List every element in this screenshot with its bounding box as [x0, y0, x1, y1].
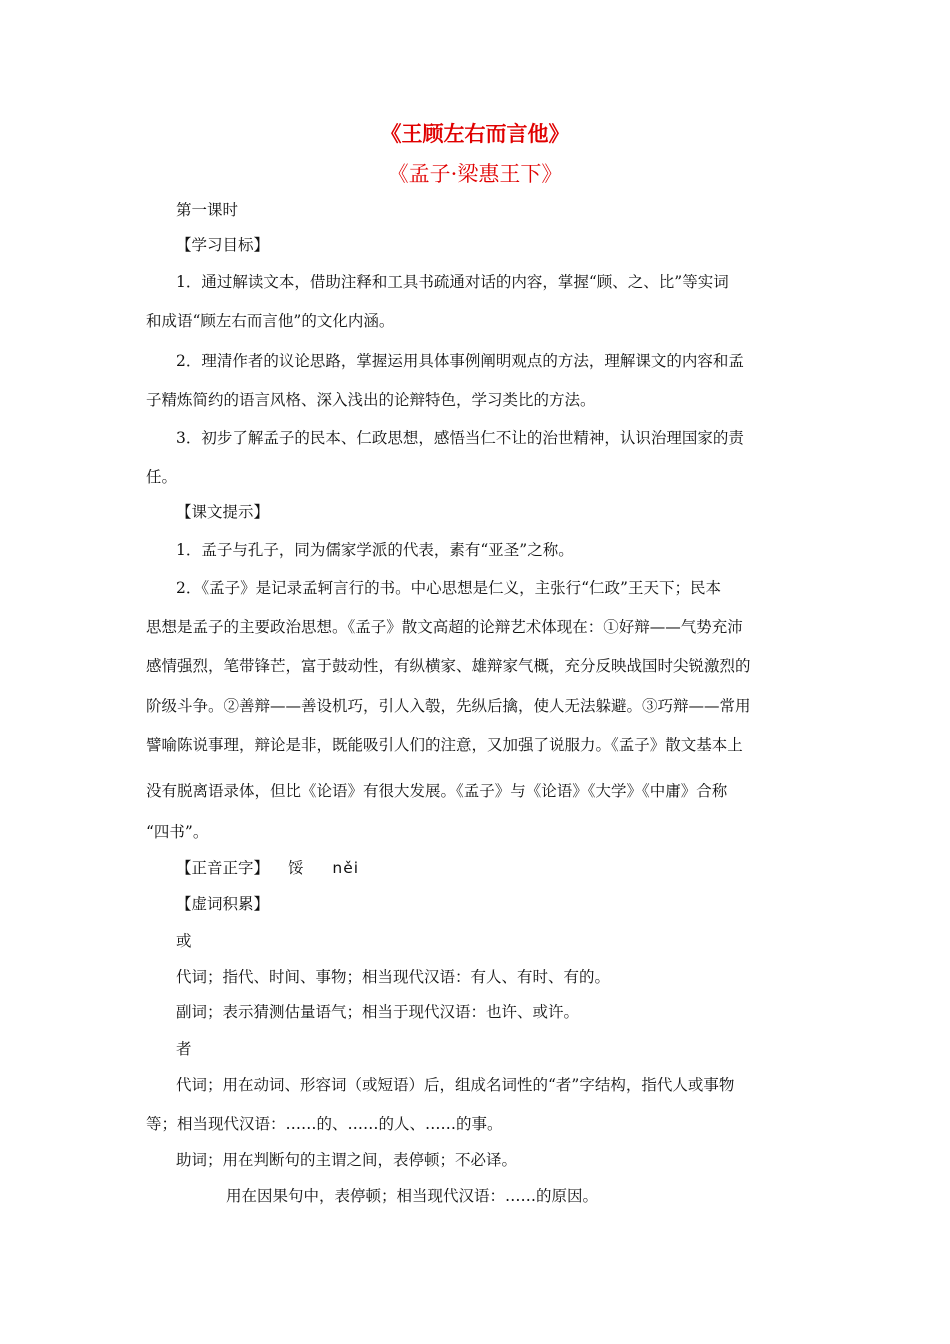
function-words-heading: 【虚词积累】: [176, 895, 270, 913]
tip-2-line-3: 感情强烈，笔带锋芒，富于鼓动性，有纵横家、雄辩家气概，充分反映战国时尖锐激烈的: [146, 657, 751, 675]
tip-2-line-5: 譬喻陈说事理，辩论是非，既能吸引人们的注意，又加强了说服力。《孟子》散文基本上: [146, 736, 743, 754]
tip-1: 1．孟子与孔子，同为儒家学派的代表，素有“亚圣”之称。: [176, 541, 574, 559]
goal-2-line-2: 子精炼简约的语言风格、深入浅出的论辩特色，学习类比的方法。: [146, 391, 596, 409]
tip-2-line-7: “四书”。: [146, 823, 209, 841]
document-subtitle: 《孟子·梁惠王下》: [387, 162, 563, 186]
pronunciation-pinyin: něi: [332, 859, 360, 877]
tip-2-line-1: 2．《孟子》是记录孟轲言行的书。中心思想是仁义，主张行“仁政”王天下；民本: [176, 579, 721, 597]
tip-2-line-6: 没有脱离语录体，但比《论语》有很大发展。《孟子》与《论语》《大学》《中庸》合称: [146, 782, 728, 800]
tip-2-line-4: 阶级斗争。②善辩——善设机巧，引人入彀，先纵后擒，使人无法躲避。③巧辩——常用: [146, 697, 751, 715]
lesson-label: 第一课时: [176, 201, 239, 219]
goal-1-line-2: 和成语“顾左右而言他”的文化内涵。: [146, 312, 395, 330]
zhe-usage-2: 助词；用在判断句的主谓之间，表停顿；不必译。: [176, 1151, 518, 1169]
zhe-usage-1-line-2: 等；相当现代汉语：……的、……的人、……的事。: [146, 1115, 503, 1133]
pronunciation-row: [176, 858, 359, 878]
goals-heading: 【学习目标】: [176, 236, 270, 254]
goal-2-line-1: 2．理清作者的议论思路，掌握运用具体事例阐明观点的方法，理解课文的内容和孟: [176, 352, 744, 370]
tip-2-line-2: 思想是孟子的主要政治思想。《孟子》散文高超的论辩艺术体现在：①好辩——气势充沛: [146, 618, 743, 636]
pronunciation-char: 馁: [287, 859, 304, 877]
goal-3-line-1: 3．初步了解孟子的民本、仁政思想，感悟当仁不让的治世精神，认识治理国家的责: [176, 429, 744, 447]
function-word-zhe: 者: [176, 1040, 192, 1058]
document-title: 《王顾左右而言他》: [380, 122, 570, 146]
huo-usage-2: 副词；表示猜测估量语气；相当于现代汉语：也许、或许。: [176, 1003, 580, 1021]
tips-heading: 【课文提示】: [176, 503, 270, 521]
goal-1-line-1: 1．通过解读文本，借助注释和工具书疏通对话的内容，掌握“顾、之、比”等实词: [176, 273, 729, 291]
pronunciation-heading: 【正音正字】: [176, 859, 270, 877]
goal-3-line-2: 任。: [146, 468, 178, 486]
function-word-huo: 或: [176, 932, 192, 950]
zhe-usage-3: 用在因果句中，表停顿；相当现代汉语：……的原因。: [226, 1187, 599, 1205]
zhe-usage-1-line-1: 代词；用在动词、形容词（或短语）后，组成名词性的“者”字结构，指代人或事物: [176, 1076, 735, 1094]
huo-usage-1: 代词；指代、时间、事物；相当现代汉语：有人、有时、有的。: [176, 968, 611, 986]
